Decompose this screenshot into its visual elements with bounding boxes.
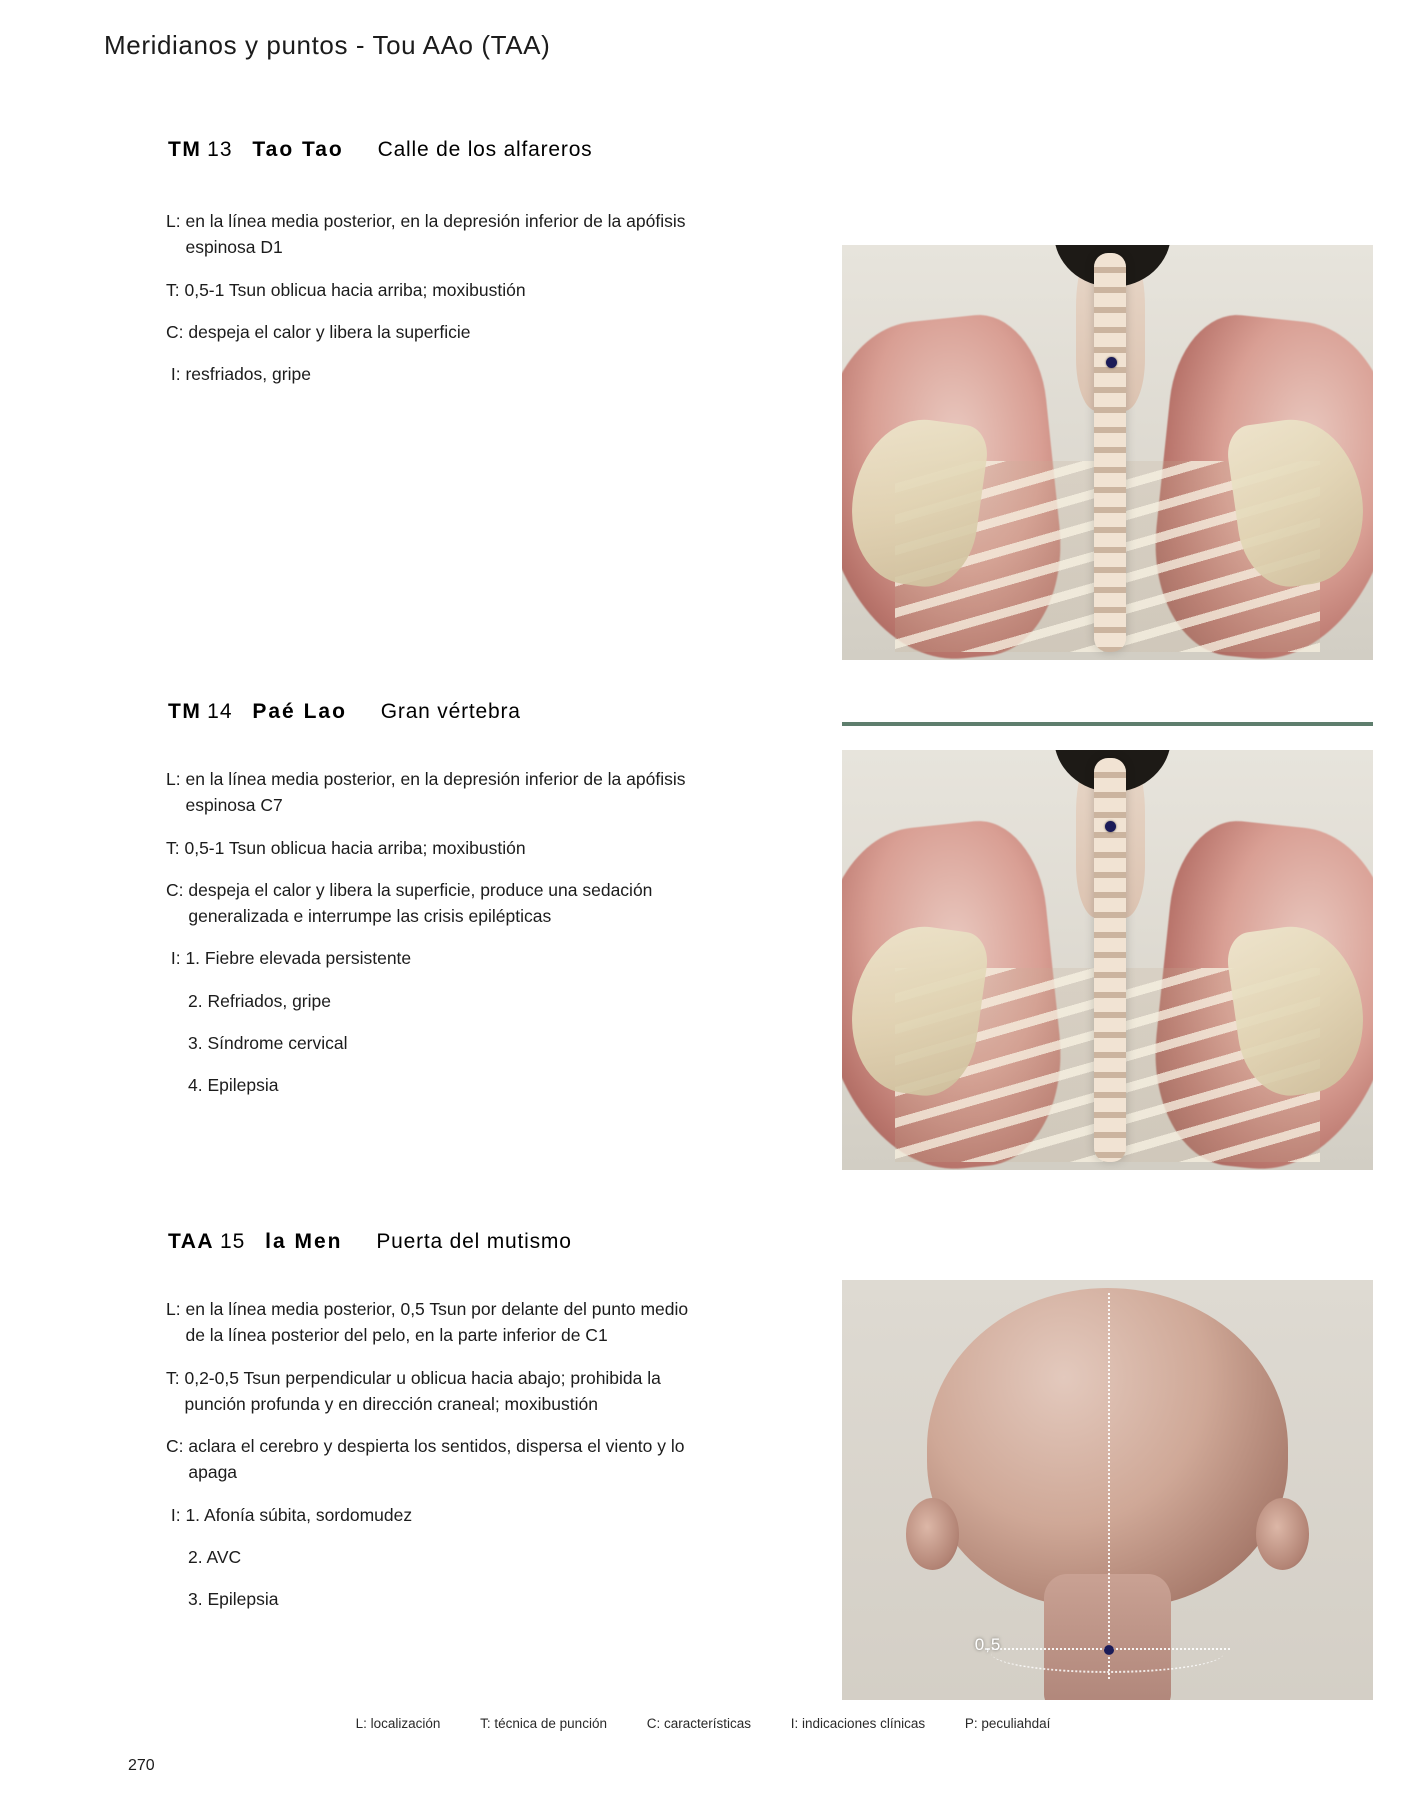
indication-text: 4. Epilepsia	[188, 1075, 279, 1095]
localization-line	[166, 208, 686, 261]
indications-list	[166, 361, 686, 387]
indications-list	[166, 1502, 696, 1613]
characteristics-line	[166, 319, 686, 345]
page-number: 270	[128, 1757, 155, 1774]
legend-peculiaridad: P: peculiahdaí	[964, 1716, 1051, 1731]
indications-tag: I:	[166, 948, 186, 969]
technique-text: 0,2-0,5 Tsun perpendicular u oblicua hacia abajo; prohibida la punción profunda y en dirección craneal; moxibustión	[184, 1367, 661, 1414]
indication-text: 2. AVC	[188, 1546, 242, 1567]
entry-body	[166, 208, 686, 403]
technique-tag: T:	[166, 1367, 185, 1388]
footer-legend	[0, 1716, 1406, 1731]
technique-line	[166, 835, 686, 861]
entry-translation: Calle de los alfareros	[377, 138, 593, 161]
section-divider	[842, 722, 1373, 726]
entry-body	[166, 1296, 696, 1628]
entry-translation: Puerta del mutismo	[376, 1230, 572, 1253]
indication-item	[166, 945, 686, 971]
entry-number: 15	[219, 1230, 246, 1253]
entry-heading	[168, 700, 521, 724]
entry-number: 14	[207, 700, 233, 723]
entry-heading	[168, 1230, 572, 1254]
characteristics-text: despeja el calor y libera la superficie	[188, 321, 471, 342]
characteristics-line	[166, 1433, 696, 1486]
legend-indicaciones: I: indicaciones clínicas	[790, 1716, 926, 1731]
figure-back-anatomy-tm14	[842, 750, 1373, 1170]
indications-list	[166, 945, 686, 1098]
localization-line	[166, 766, 686, 819]
characteristics-tag: C:	[166, 879, 189, 900]
indication-item	[166, 361, 686, 387]
localization-text: en la línea media posterior, 0,5 Tsun por delante del punto medio de la línea posterior del pelo, en la parte inferior de C1	[185, 1299, 689, 1346]
localization-line	[166, 1296, 696, 1349]
localization-text: en la línea media posterior, en la depresión inferior de la apófisis espinosa D1	[185, 211, 686, 258]
indication-item	[188, 1072, 686, 1098]
characteristics-tag: C:	[166, 1436, 189, 1456]
entry-heading	[168, 138, 592, 162]
entry-pinyin: la Men	[265, 1230, 343, 1253]
entry-body	[166, 766, 686, 1114]
localization-tag: L:	[166, 769, 186, 789]
technique-text: 0,5-1 Tsun oblicua hacia arriba; moxibustión	[184, 837, 526, 858]
figure-back-anatomy-tm13	[842, 245, 1373, 660]
indication-text: 3. Epilepsia	[188, 1589, 279, 1609]
technique-tag: T:	[166, 837, 185, 858]
technique-line	[166, 277, 686, 303]
entry-pinyin: Tao Tao	[252, 138, 344, 161]
legend-caracteristicas: C: características	[646, 1716, 752, 1731]
indication-item	[188, 1030, 686, 1056]
indication-item	[188, 1586, 696, 1612]
entry-meridian: TAA	[168, 1230, 215, 1253]
indication-item	[188, 988, 686, 1014]
characteristics-line	[166, 877, 686, 930]
indications-tag: I:	[166, 1504, 186, 1525]
technique-line	[166, 1365, 696, 1418]
figure-head-occiput-taa15	[842, 1280, 1373, 1700]
characteristics-text: aclara el cerebro y despierta los sentidos, dispersa el viento y lo apaga	[188, 1436, 685, 1483]
characteristics-text: despeja el calor y libera la superficie, produce una sedación generalizada e interrumpe las crisis epilépticas	[188, 879, 653, 926]
legend-localizacion: L: localización	[355, 1716, 441, 1731]
entry-pinyin: Paé Lao	[252, 700, 347, 723]
page-title: Meridianos y puntos - Tou AAo (TAA)	[104, 30, 551, 60]
indication-text: 1. Afonía súbita, sordomudez	[185, 1504, 413, 1525]
indication-item	[166, 1502, 696, 1528]
localization-text: en la línea media posterior, en la depresión inferior de la apófisis espinosa C7	[185, 769, 686, 816]
technique-text: 0,5-1 Tsun oblicua hacia arriba; moxibustión	[184, 279, 526, 300]
technique-tag: T:	[166, 279, 185, 300]
legend-tecnica: T: técnica de punción	[480, 1716, 607, 1731]
localization-tag: L:	[166, 211, 186, 231]
characteristics-tag: C:	[166, 321, 189, 342]
indications-tag: I:	[166, 364, 186, 384]
indication-text: 3. Síndrome cervical	[188, 1032, 348, 1053]
indication-text: 2. Refriados, gripe	[188, 990, 331, 1011]
measure-label: 0,5	[974, 1634, 1002, 1654]
localization-tag: L:	[166, 1299, 186, 1319]
entry-translation: Gran vértebra	[380, 700, 521, 723]
entry-meridian: TM	[168, 138, 202, 161]
indication-text: 1. Fiebre elevada persistente	[185, 948, 412, 969]
entry-number: 13	[207, 138, 233, 161]
midline-guide	[1108, 1293, 1110, 1679]
indication-item	[188, 1544, 696, 1570]
entry-meridian: TM	[168, 700, 202, 723]
indication-text: resfriados, gripe	[185, 364, 311, 384]
